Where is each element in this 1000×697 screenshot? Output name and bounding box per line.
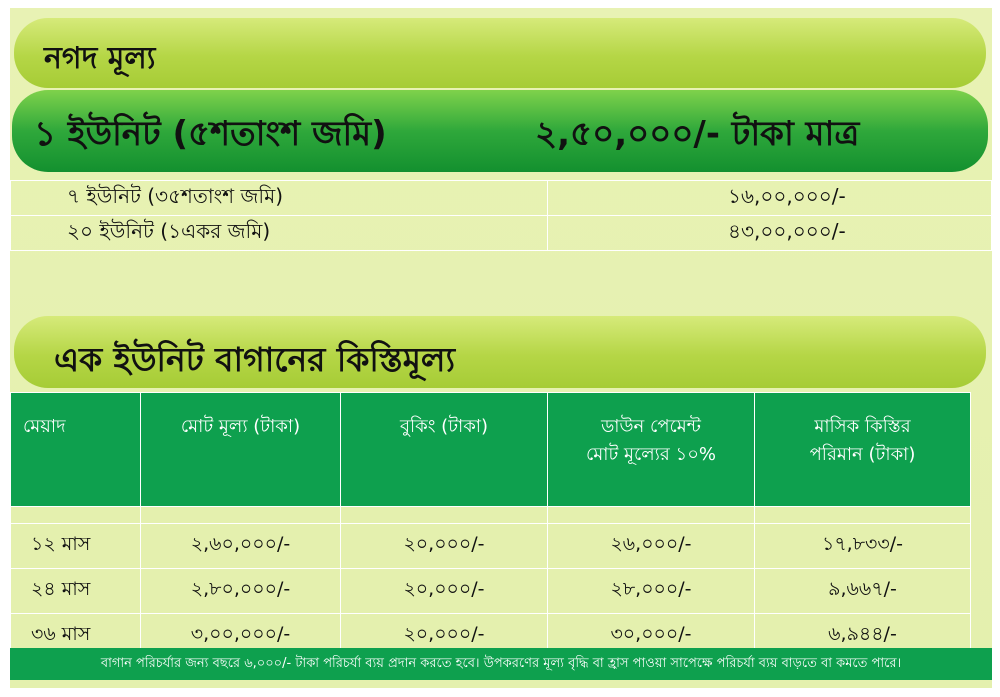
total-cell: ৩,০০,০০০/-: [141, 614, 341, 659]
bulk-unit-price: ৪৩,০০,০০০/-: [548, 216, 992, 251]
cash-price-title: নগদ মূল্য: [44, 41, 156, 76]
monthly-cell: ৬,৯৪৪/-: [755, 614, 971, 659]
spacer-row: [11, 507, 971, 524]
down-cell: ২৬,০০০/-: [548, 524, 755, 569]
header-booking: বুকিং (টাকা): [341, 393, 548, 507]
header-total: মোট মূল্য (টাকা): [141, 393, 341, 507]
header-term: মেয়াদ: [11, 393, 141, 507]
term-cell: ২৪ মাস: [11, 569, 141, 614]
table-row: [11, 181, 992, 216]
table-row: [11, 569, 971, 614]
cash-price-banner: [14, 18, 986, 88]
bulk-unit-label: ২০ ইউনিট (১একর জমি): [11, 216, 548, 251]
header-monthly-line2: পরিমান (টাকা): [809, 444, 916, 465]
header-down-line2: মোট মূল্যের ১০%: [585, 444, 717, 465]
monthly-cell: ৯,৬৬৭/-: [755, 569, 971, 614]
down-cell: ২৮,০০০/-: [548, 569, 755, 614]
bulk-unit-label: ৭ ইউনিট (৩৫শতাংশ জমি): [11, 181, 548, 216]
unit1-price: ২,৫০,০০০/- টাকা মাত্র: [535, 114, 860, 154]
header-monthly-line1: মাসিক কিস্তির: [814, 416, 911, 437]
total-cell: ২,৮০,০০০/-: [141, 569, 341, 614]
header-down-line1: ডাউন পেমেন্ট: [601, 416, 701, 437]
term-cell: ১২ মাস: [11, 524, 141, 569]
booking-cell: ২০,০০০/-: [341, 524, 548, 569]
maintenance-note: বাগান পরিচর্যার জন্য বছরে ৬,০০০/- টাকা পরিচর্যা ব্যয় প্রদান করতে হবে। উপকরণের মূল্য বৃদ্ধি বা হ্রাস পাওয়া সাপেক্ষে পরিচর্যা ব্যয় বাড়তে বা কমতে পারে।: [10, 648, 992, 680]
header-monthly: [755, 393, 971, 507]
table-header-row: [11, 393, 971, 507]
installment-table: [10, 392, 971, 659]
installment-title: এক ইউনিট বাগানের কিস্তিমূল্য: [54, 340, 456, 379]
table-row: [11, 524, 971, 569]
bulk-unit-price: ১৬,০০,০০০/-: [548, 181, 992, 216]
bulk-price-table: [10, 180, 992, 251]
total-cell: ২,৬০,০০০/-: [141, 524, 341, 569]
header-down-payment: [548, 393, 755, 507]
unit1-label: ১ ইউনিট (৫শতাংশ জমি): [34, 114, 387, 154]
term-cell: ৩৬ মাস: [11, 614, 141, 659]
monthly-cell: ১৭,৮৩৩/-: [755, 524, 971, 569]
booking-cell: ২০,০০০/-: [341, 614, 548, 659]
down-cell: ৩০,০০০/-: [548, 614, 755, 659]
booking-cell: ২০,০০০/-: [341, 569, 548, 614]
table-row: [11, 216, 992, 251]
